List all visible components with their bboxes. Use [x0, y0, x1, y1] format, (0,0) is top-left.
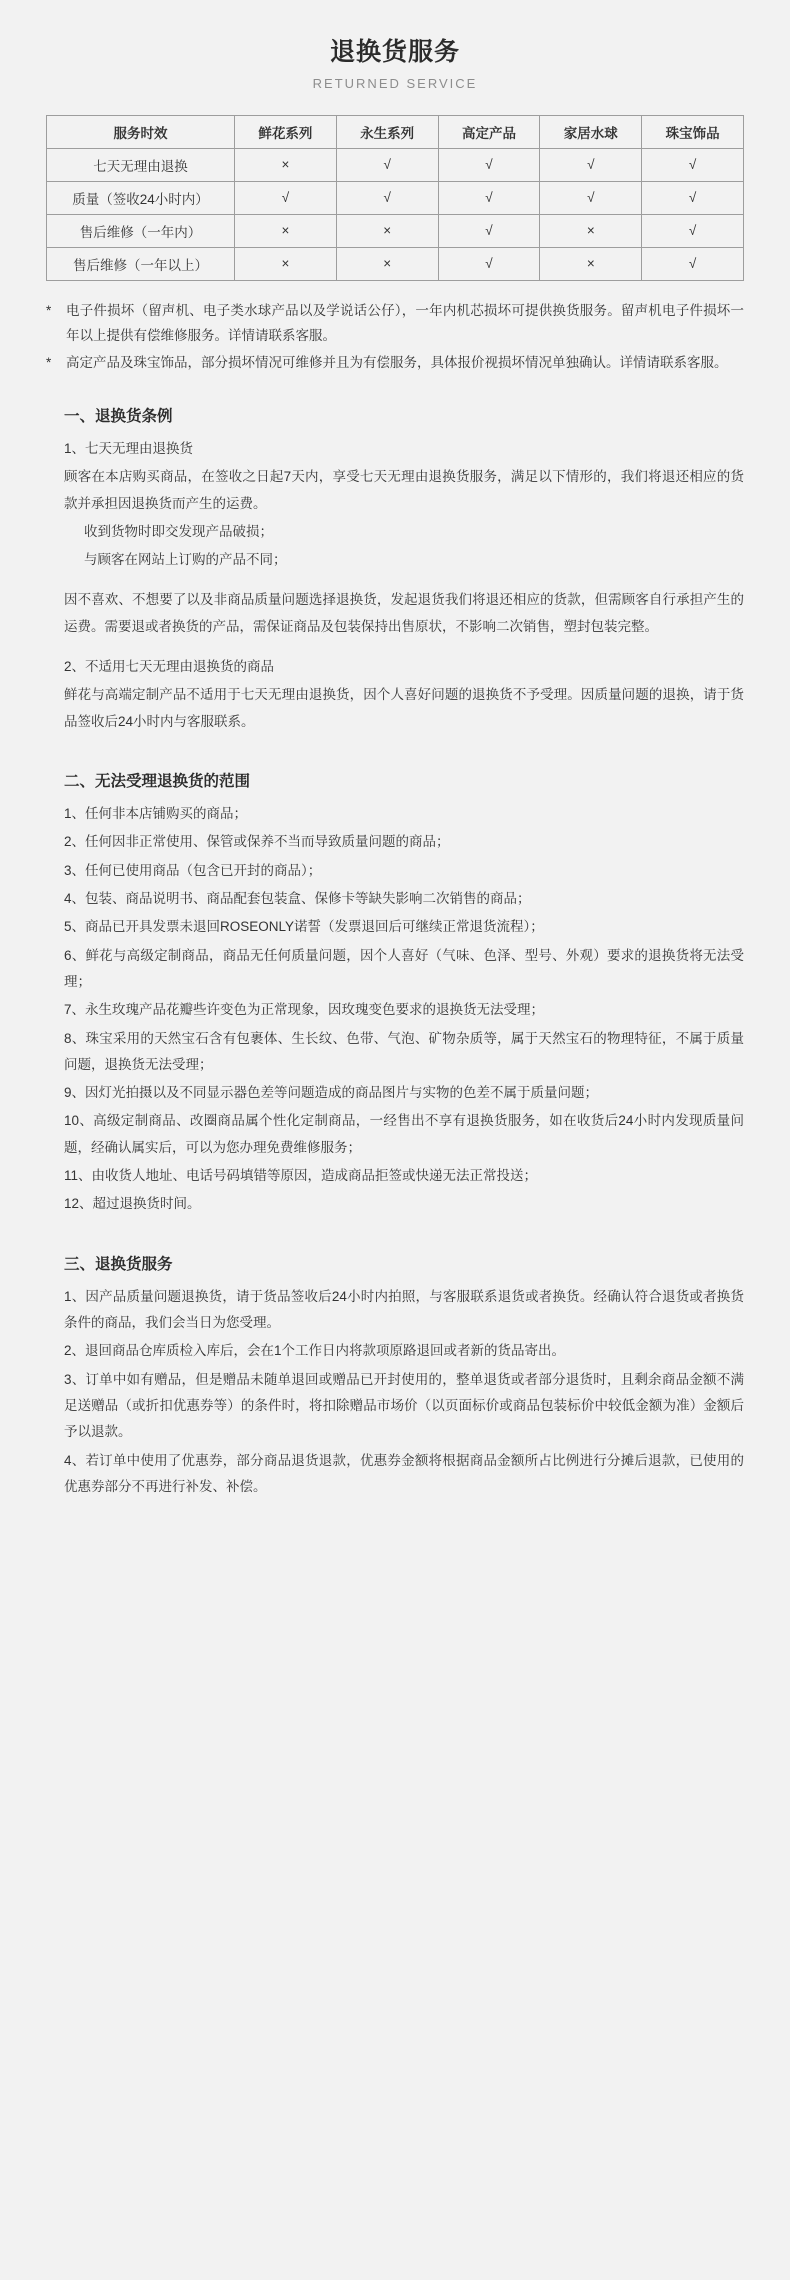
cell-mark: √: [235, 182, 337, 215]
paragraph: 12、超过退换货时间。: [64, 1196, 201, 1212]
cell-mark: √: [540, 149, 642, 182]
footnote-star: *: [46, 303, 52, 318]
spacer: [46, 575, 744, 587]
paragraph: 10、高级定制商品、改圈商品属个性化定制商品，一经售出不享有退换货服务，如在收货后24小时内发现质量问题，经确认属实后，可以为您办理免费维修服务；: [64, 1113, 744, 1155]
footnote-star: *: [46, 354, 52, 370]
paragraph: 与顾客在网站上订购的产品不同；: [84, 552, 287, 568]
table-header-cell: 服务时效: [47, 116, 235, 149]
cell-mark: √: [438, 215, 540, 248]
paragraph: 4、若订单中使用了优惠券，部分商品退货退款，优惠券金额将根据商品金额所占比例进行分摊后退款，已使用的优惠券部分不再进行补发、补偿。: [64, 1452, 744, 1494]
spacer: [46, 755, 744, 769]
service-matrix-table: [46, 115, 744, 281]
section-title: 二、无法受理退换货的范围: [64, 773, 251, 791]
table-header-cell: 家居水球: [540, 116, 642, 149]
cell-mark: √: [642, 149, 744, 182]
paragraph: 1、任何非本店铺购买的商品；: [64, 806, 248, 822]
cell-mark: ×: [235, 215, 337, 248]
table-header-cell: 鲜花系列: [235, 116, 337, 149]
cell-mark: √: [438, 149, 540, 182]
row-label: 七天无理由退换: [47, 149, 235, 182]
paragraph: 2、任何因非正常使用、保管或保养不当而导致质量问题的商品；: [64, 834, 450, 850]
footnote-text: 电子件损坏（留声机、电子类水球产品以及学说话公仔），一年内机芯损坏可提供换货服务。留声机电子件损坏一年以上提供有偿维修服务。详情请联系客服。: [66, 303, 744, 343]
table-header-cell: 珠宝饰品: [642, 116, 744, 149]
cell-mark: √: [642, 215, 744, 248]
row-label: 售后维修（一年内）: [47, 215, 235, 248]
paragraph: 5、商品已开具发票未退回ROSEONLY诺誓（发票退回后可继续正常退货流程）；: [64, 919, 544, 935]
row-label: 质量（签收24小时内）: [47, 182, 235, 215]
spacer: [46, 1238, 744, 1252]
paragraph: 2、退回商品仓库质检入库后，会在1个工作日内将款项原路退回或者新的货品寄出。: [64, 1343, 566, 1359]
table-header-cell: 高定产品: [438, 116, 540, 149]
cell-mark: ×: [336, 248, 438, 281]
table-row: [47, 248, 744, 281]
paragraph: 3、任何已使用商品（包含已开封的商品）；: [64, 862, 322, 878]
paragraph: 7、永生玫瑰产品花瓣些许变色为正常现象，因玫瑰变色要求的退换货无法受理；: [64, 1002, 545, 1018]
page-title: 退换货服务: [329, 38, 460, 66]
footnote-item: [46, 299, 744, 349]
row-label: 售后维修（一年以上）: [47, 248, 235, 281]
cell-mark: ×: [235, 149, 337, 182]
cell-mark: √: [642, 248, 744, 281]
cell-mark: ×: [235, 248, 337, 281]
paragraph: 6、鲜花与高级定制商品，商品无任何质量问题，因个人喜好（气味、色泽、型号、外观）要求的退换货将无法受理；: [64, 947, 744, 989]
cell-mark: ×: [540, 215, 642, 248]
section-return-service: [46, 1252, 744, 1501]
table-row: [47, 149, 744, 182]
paragraph: 鲜花与高端定制产品不适用于七天无理由退换货，因个人喜好问题的退换货不予受理。因质量问题的退换，请于货品签收后24小时内与客服联系。: [64, 687, 744, 729]
footnote-text: 高定产品及珠宝饰品，部分损坏情况可维修并且为有偿服务，具体报价视损坏情况单独确认。详情请联系客服。: [66, 354, 728, 370]
table-header-row: [47, 116, 744, 149]
paragraph: 2、不适用七天无理由退换货的商品: [64, 659, 275, 675]
footnotes: [46, 299, 744, 376]
paragraph: 顾客在本店购买商品，在签收之日起7天内，享受七天无理由退换货服务，满足以下情形的，我们将退还相应的货款并承担因退换货而产生的运费。: [64, 469, 744, 511]
paragraph: 1、七天无理由退换货: [64, 440, 194, 456]
paragraph: 4、包装、商品说明书、商品配套包装盒、保修卡等缺失影响二次销售的商品；: [64, 890, 531, 906]
table-row: [47, 182, 744, 215]
section-title: 三、退换货服务: [64, 1255, 173, 1273]
paragraph: 3、订单中如有赠品，但是赠品未随单退回或赠品已开封使用的，整单退货或者部分退货时，且剩余商品金额不满足送赠品（或折扣优惠券等）的条件时，将扣除赠品市场价（以页面标价或商品包装标价中较低金额为准）金额后予以退款。: [64, 1371, 744, 1440]
paragraph: 9、因灯光拍摄以及不同显示器色差等问题造成的商品图片与实物的色差不属于质量问题；: [64, 1085, 599, 1101]
section-return-rules: [46, 404, 744, 735]
spacer: [46, 642, 744, 654]
footnote-item: [46, 351, 744, 376]
page-subtitle: RETURNED SERVICE: [312, 76, 478, 91]
paragraph: 因不喜欢、不想要了以及非商品质量问题选择退换货，发起退货我们将退还相应的货款，但需顾客自行承担产生的运费。需要退或者换货的产品，需保证商品及包装保持出售原状，不影响二次销售，塑封包装完整。: [64, 592, 744, 634]
section-non-returnable: [46, 769, 744, 1218]
section-title: 一、退换货条例: [64, 407, 173, 425]
cell-mark: √: [540, 182, 642, 215]
cell-mark: √: [336, 149, 438, 182]
cell-mark: √: [336, 182, 438, 215]
cell-mark: √: [438, 182, 540, 215]
cell-mark: √: [642, 182, 744, 215]
table-header-cell: 永生系列: [336, 116, 438, 149]
cell-mark: ×: [540, 248, 642, 281]
cell-mark: √: [438, 248, 540, 281]
paragraph: 8、珠宝采用的天然宝石含有包裹体、生长纹、色带、气泡、矿物杂质等，属于天然宝石的物理特征，不属于质量问题，退换货无法受理；: [64, 1030, 744, 1072]
paragraph: 1、因产品质量问题退换货，请于货品签收后24小时内拍照，与客服联系退货或者换货。经确认符合退货或者换货条件的商品，我们会当日为您受理。: [64, 1288, 744, 1331]
paragraph: 11、由收货人地址、电话号码填错等原因，造成商品拒签或快递无法正常投送；: [64, 1168, 538, 1184]
table-row: [47, 215, 744, 248]
paragraph: 收到货物时即交发现产品破损；: [84, 523, 273, 539]
cell-mark: ×: [336, 215, 438, 248]
